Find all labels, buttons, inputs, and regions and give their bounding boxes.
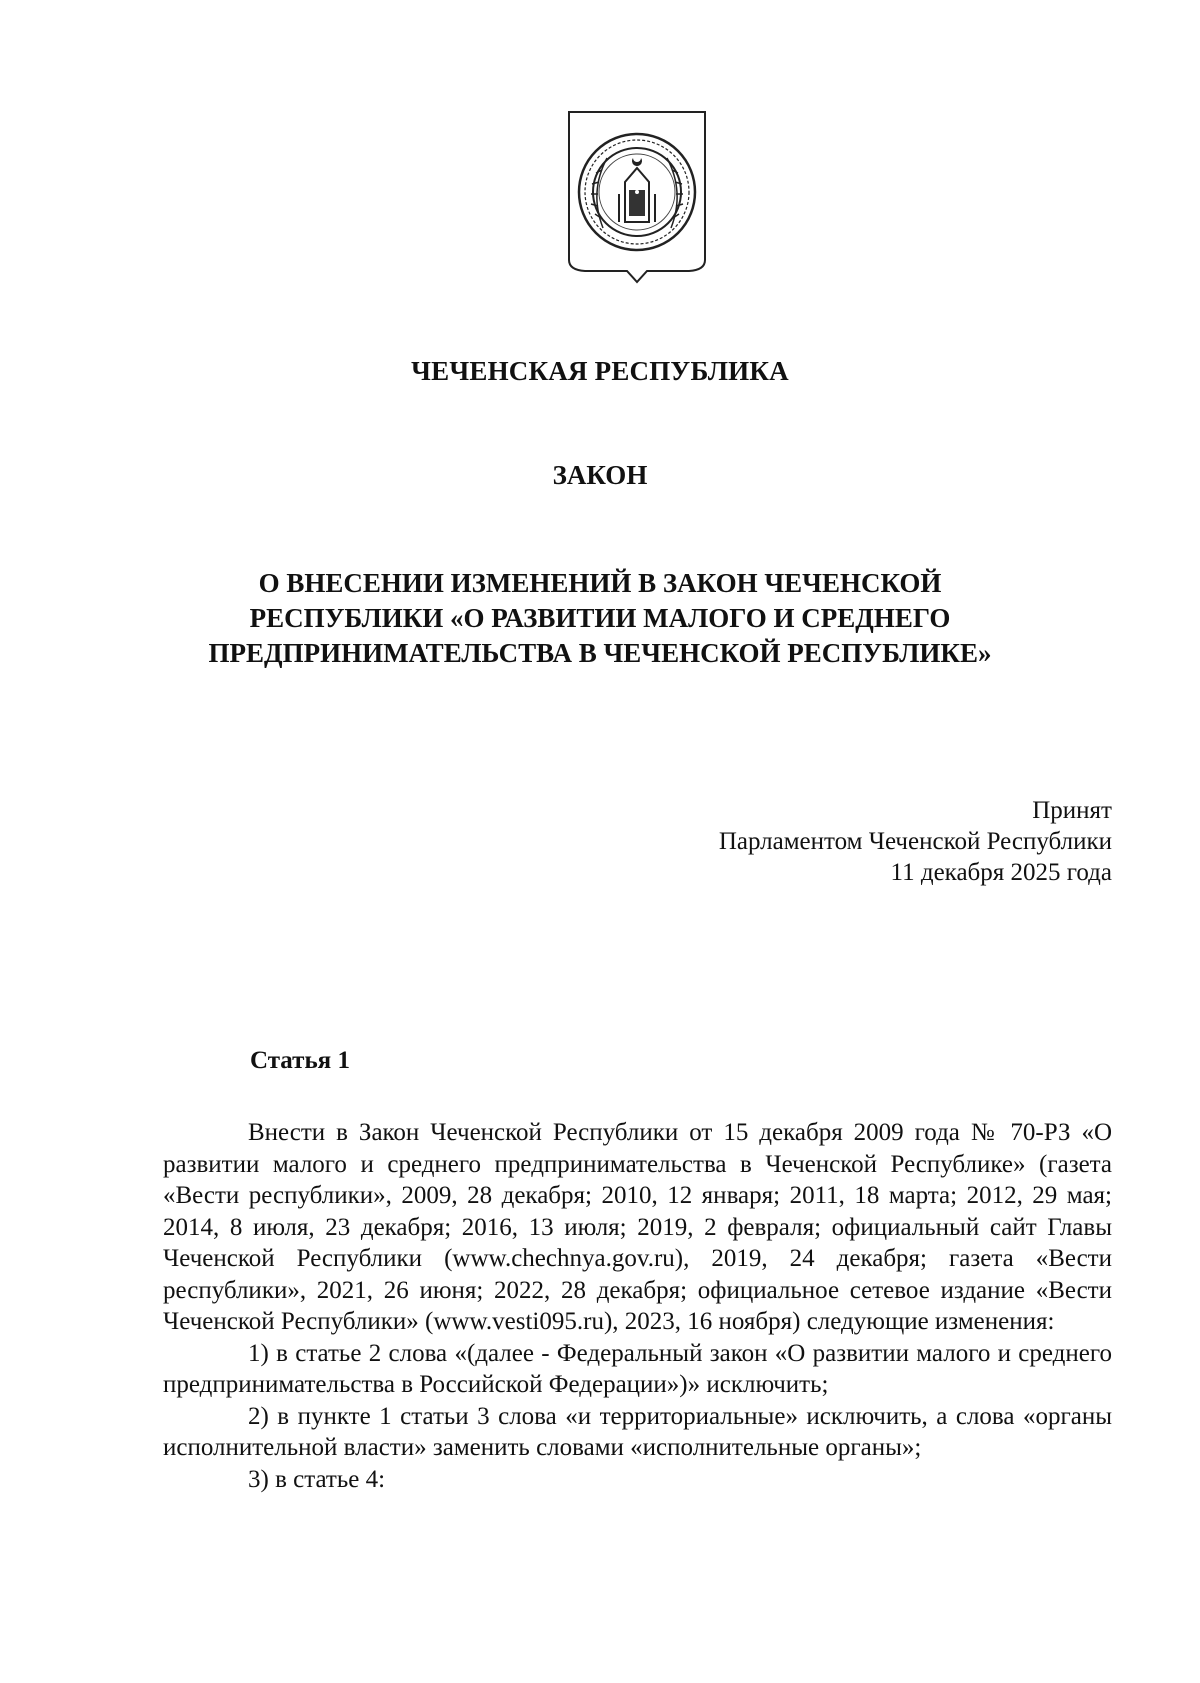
article-paragraph: 1) в статье 2 слова «(далее - Федеральный закон «О развитии малого и среднего предпринимательства в Российской Федерации»)» исключить; (163, 1339, 1112, 1398)
article-heading: Статья 1 (250, 1047, 350, 1074)
adoption-date: 11 декабря 2025 года (890, 859, 1112, 886)
law-title-line: ПРЕДПРИНИМАТЕЛЬСТВА В ЧЕЧЕНСКОЙ РЕСПУБЛИКЕ» (208, 638, 992, 668)
adoption-block (719, 795, 1112, 888)
article-paragraph: 2) в пункте 1 статьи 3 слова «и территориальные» исключить, а слова «органы исполнительной власти» заменить словами «исполнительные органы»; (163, 1402, 1112, 1461)
article-paragraph: Внести в Закон Чеченской Республики от 15 декабря 2009 года № 70-РЗ «О развитии малого и среднего предпринимательства в Чеченской Республике» (газета «Вести республики», 2009, 28 декабря; 2010, 12 января; 2011, 18 марта; 2012, 29 мая; 2014, 8 июля, 23 декабря; 2016, 13 июля; 2019, 2 февраля; официальный сайт Главы Чеченской Республики (www.chechnya.gov.ru), 2019, 24 декабря; газета «Вести республики», 2021, 26 июня; 2022, 28 декабря; официальное сетевое издание «Вести Чеченской Республики» (www.vesti095.ru), 2023, 16 ноября) следующие изменения: (163, 1119, 1112, 1335)
law-title-line: РЕСПУБЛИКИ «О РАЗВИТИИ МАЛОГО И СРЕДНЕГО (249, 603, 951, 633)
adoption-line: Парламентом Чеченской Республики (718, 828, 1112, 855)
law-title (0, 566, 1200, 671)
coat-of-arms-icon (567, 110, 707, 285)
article-body (163, 1117, 1112, 1495)
adoption-line: Принят (1032, 797, 1112, 824)
law-title-line: О ВНЕСЕНИИ ИЗМЕНЕНИЙ В ЗАКОН ЧЕЧЕНСКОЙ (258, 568, 942, 598)
article-paragraph: 3) в статье 4: (248, 1465, 386, 1493)
document-type: ЗАКОН (552, 460, 648, 490)
region-title: ЧЕЧЕНСКАЯ РЕСПУБЛИКА (411, 356, 789, 386)
